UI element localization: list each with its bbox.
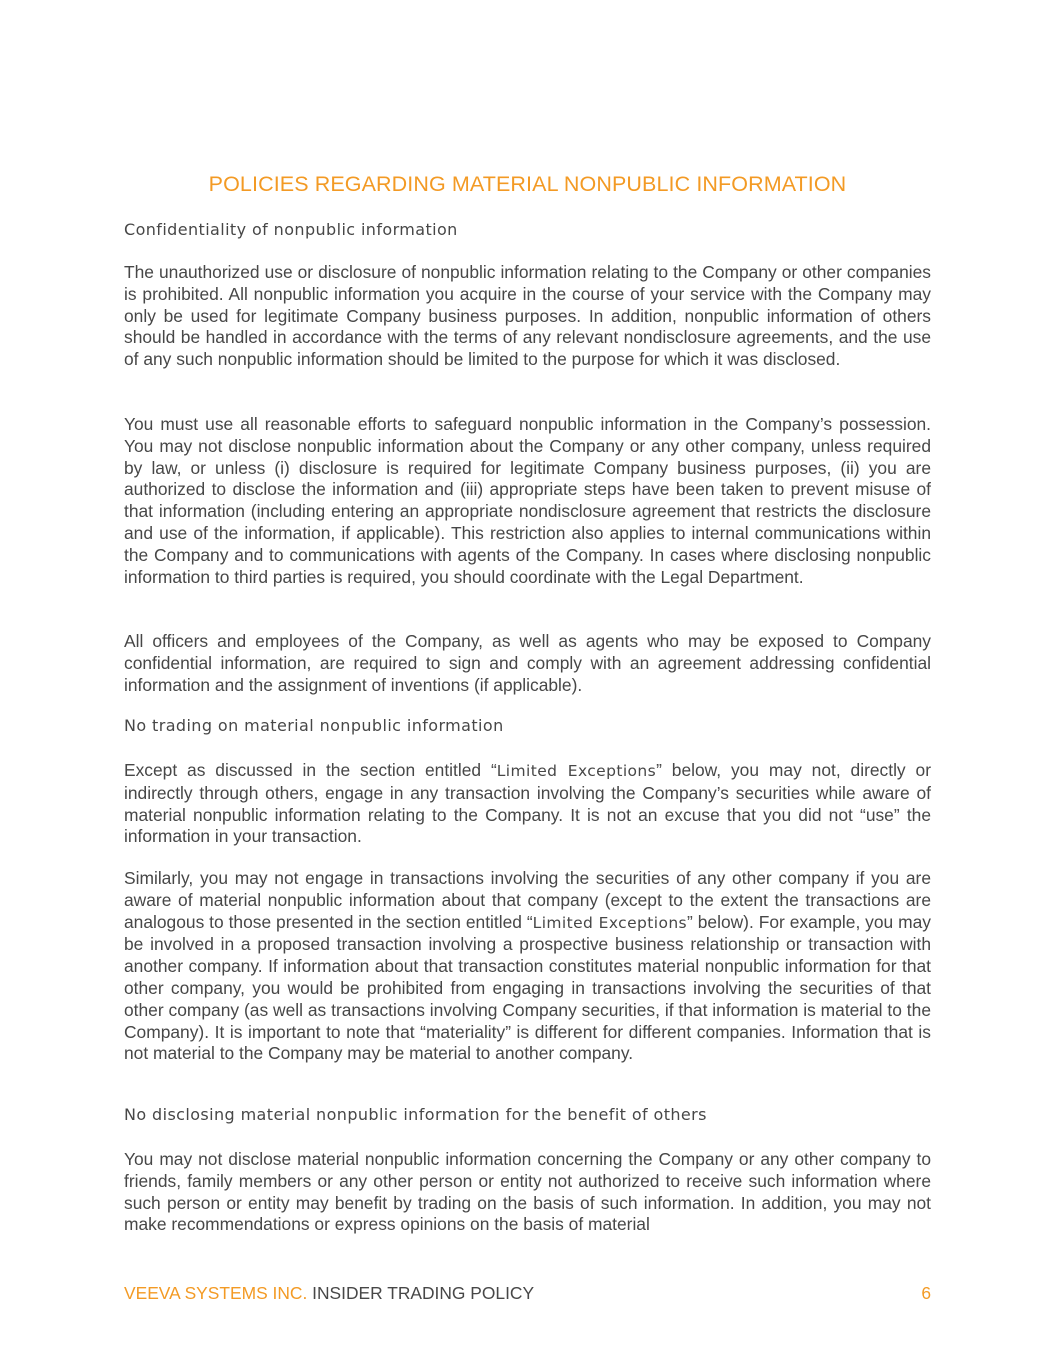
page-number: 6: [921, 1283, 931, 1303]
heading-no-trading: No trading on material nonpublic information: [124, 716, 504, 735]
paragraph-confidentiality-1: The unauthorized use or disclosure of nonpublic information relating to the Company or other companies is prohibited. All nonpublic information you acquire in the course of your service with the Company may only be used for legitimate Company business purposes. In addition, nonpublic information of others should be handled in accordance with the terms of any relevant nondisclosure agreements, and the use of any such nonpublic information should be limited to the purpose for which it was disclosed.: [124, 262, 931, 370]
paragraph-no-disclosing-1: You may not disclose material nonpublic information concerning the Company or any other company to friends, family members or any other person or entity not authorized to receive such information where such person or entity may benefit by trading on the basis of such information. In addition, you may not make recommendations or express opinions on the basis of material: [124, 1149, 931, 1235]
text-segment: Similarly, you may not engage in transactions involving the securities of any other company if you are aware of material nonpublic information about that company (except to the extent the transactions are analogous to those presented in the section entitled “: [124, 868, 931, 932]
heading-no-disclosing: No disclosing material nonpublic information for the benefit of others: [124, 1105, 707, 1124]
section-reference: Limited Exceptions: [496, 762, 657, 780]
footer-company: VEEVA SYSTEMS INC.: [124, 1283, 308, 1303]
footer-document-title: INSIDER TRADING POLICY: [312, 1283, 535, 1303]
paragraph-no-trading-1: [124, 760, 931, 848]
paragraph-no-trading-2: [124, 868, 931, 1065]
text-segment: ” below). For example, you may be involved in a proposed transaction involving a prospective business relationship or transaction with another company. If information about that transaction constitutes material nonpublic information for that other company, you would be prohibited from engaging in transactions involving the securities of that other company (as well as transactions involving Company securities, if that information is material to the Company). It is important to note that “materiality” is different for different companies. Information that is not material to the Company may be material to another company.: [124, 911, 931, 1064]
text-segment: Except as discussed in the section entitled “: [124, 760, 497, 780]
heading-confidentiality: Confidentiality of nonpublic information: [124, 220, 458, 239]
paragraph-confidentiality-2: You must use all reasonable efforts to safeguard nonpublic information in the Company’s possession. You may not disclose nonpublic information about the Company or any other company, unless required by law, or unless (i) disclosure is required for legitimate Company business purposes, (ii) you are authorized to disclose the information and (iii) appropriate steps have been taken to prevent misuse of that information (including entering an appropriate nondisclosure agreement that restricts the disclosure and use of the information, if applicable). This restriction also applies to internal communications within the Company and to communications with agents of the Company. In cases where disclosing nonpublic information to third parties is required, you should coordinate with the Legal Department.: [124, 414, 931, 587]
page-title: POLICIES REGARDING MATERIAL NONPUBLIC INFORMATION: [208, 172, 847, 196]
text-segment: ” below, you may not, directly or indirectly through others, engage in any transaction involving the Company’s securities while aware of material nonpublic information relating to the Company. It is not an excuse that you did not “use” the information in your transaction.: [124, 760, 931, 847]
page-footer: [124, 1281, 931, 1305]
section-reference: Limited Exceptions: [532, 913, 688, 932]
paragraph-confidentiality-3: All officers and employees of the Company, as well as agents who may be exposed to Company confidential information, are required to sign and comply with an agreement addressing confidential information and the assignment of inventions (if applicable).: [124, 631, 931, 695]
